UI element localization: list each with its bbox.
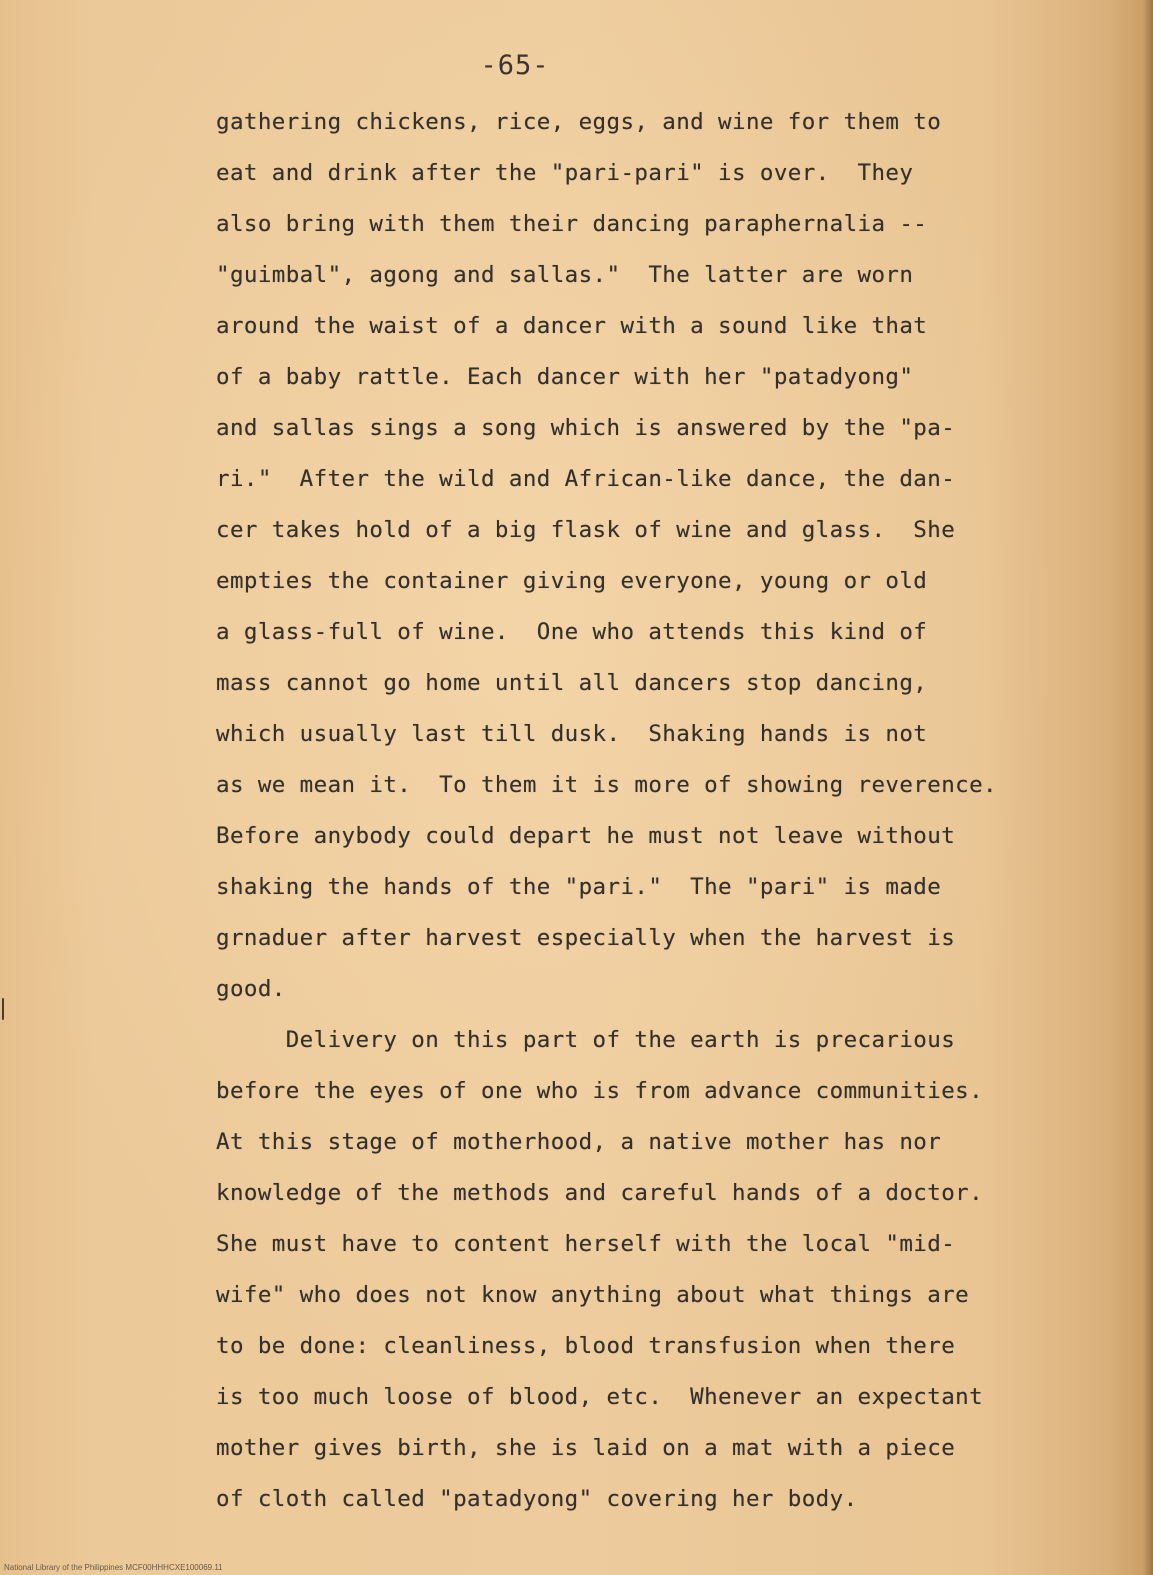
text-line: also bring with them their dancing paraphernalia -- xyxy=(216,211,928,237)
text-line: At this stage of motherhood, a native mother has nor xyxy=(216,1129,942,1155)
text-line: as we mean it. To them it is more of showing reverence. xyxy=(216,772,997,798)
text-line: wife" who does not know anything about what things are xyxy=(216,1282,970,1308)
text-line: around the waist of a dancer with a sound like that xyxy=(216,313,928,339)
text-line: to be done: cleanliness, blood transfusion when there xyxy=(216,1333,956,1359)
text-line: gathering chickens, rice, eggs, and wine for them to xyxy=(216,109,942,135)
text-line: grnaduer after harvest especially when the harvest is xyxy=(216,925,956,951)
text-line: ri." After the wild and African-like dance, the dan- xyxy=(216,466,956,492)
text-line: cer takes hold of a big flask of wine and glass. She xyxy=(216,517,956,543)
text-line: knowledge of the methods and careful hands of a doctor. xyxy=(216,1180,984,1206)
binding-shadow xyxy=(1143,0,1153,1575)
margin-mark xyxy=(2,998,4,1020)
scan-footer: National Library of the Philippines MCF00HHHCXE100069.11 xyxy=(4,1563,223,1572)
text-line: of cloth called "patadyong" covering her body. xyxy=(216,1486,858,1512)
text-line: Before anybody could depart he must not leave without xyxy=(216,823,956,849)
page-number: -65- xyxy=(480,50,550,81)
text-line: and sallas sings a song which is answered by the "pa- xyxy=(216,415,956,441)
text-line: before the eyes of one who is from advance communities. xyxy=(216,1078,984,1104)
text-line: mother gives birth, she is laid on a mat with a piece xyxy=(216,1435,956,1461)
text-line: a glass-full of wine. One who attends this kind of xyxy=(216,619,928,645)
text-line: empties the container giving everyone, young or old xyxy=(216,568,928,594)
text-line: is too much loose of blood, etc. Whenever an expectant xyxy=(216,1384,984,1410)
text-line: Delivery on this part of the earth is precarious xyxy=(216,1027,956,1053)
text-line: "guimbal", agong and sallas." The latter are worn xyxy=(216,262,914,288)
text-line: She must have to content herself with the local "mid- xyxy=(216,1231,956,1257)
text-line: which usually last till dusk. Shaking hands is not xyxy=(216,721,928,747)
text-line: shaking the hands of the "pari." The "pari" is made xyxy=(216,874,942,900)
text-line: of a baby rattle. Each dancer with her "patadyong" xyxy=(216,364,914,390)
text-line: mass cannot go home until all dancers stop dancing, xyxy=(216,670,928,696)
body-text xyxy=(216,101,1076,1529)
text-line: good. xyxy=(216,976,286,1002)
text-line: eat and drink after the "pari-pari" is over. They xyxy=(216,160,914,186)
